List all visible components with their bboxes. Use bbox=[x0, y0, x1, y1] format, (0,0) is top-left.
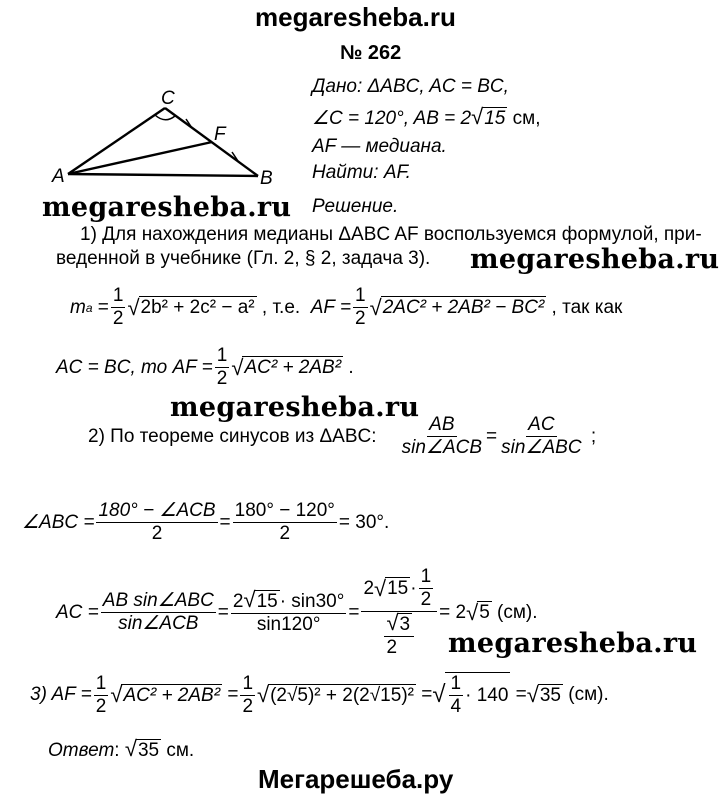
watermark-1: megaresheba.ru bbox=[42, 192, 292, 223]
site-footer: Мегарешеба.ру bbox=[258, 764, 454, 794]
ac-calc: AC = $\frac{\text{AB sin∠ABC}}{\text{sin∠ACB}}$ = $\frac{2√15 \cdot \sin 30^\circ}{\sin 120^\circ}$ = 2 √ 15 · $\frac{1}{2}$ $\frac{√3}{2}$ = 2 √ 5 (см). bbox=[56, 566, 538, 658]
given-line-3: AF — медиана. bbox=[312, 136, 447, 157]
triangle-figure bbox=[40, 88, 320, 198]
angle-c-arc bbox=[155, 115, 175, 120]
point-label-f: F bbox=[214, 124, 226, 145]
step1-line2: веденной в учебнике (Гл. 2, § 2, задача 3). bbox=[56, 248, 431, 269]
solution-label: Решение. bbox=[312, 196, 399, 217]
median-formula: m a = $\frac{1}{2}$ √ 2b² + 2c² − a² , т.е. AF = $\frac{1}{2}$ √ 2AC² + 2AB² − BC² , так как bbox=[70, 285, 623, 329]
step1-line1: 1) Для нахождения медианы ΔABC AF воспользуемся формулой, при- bbox=[80, 224, 702, 245]
watermark-4: megaresheba.ru bbox=[448, 628, 698, 659]
vertex-label-a: A bbox=[52, 166, 65, 187]
watermark-3: megaresheba.ru bbox=[170, 392, 420, 423]
given-line-1: Дано: ΔABC, AC = BC, bbox=[312, 76, 509, 97]
angle-abc-calc: ∠ABC = $\frac{\text{180° − ∠ACB}}{2}$ = $\frac{180^\circ - 120^\circ}{2}$ = 30°. bbox=[22, 500, 390, 544]
problem-number: № 262 bbox=[340, 42, 402, 64]
vertex-label-c: C bbox=[161, 88, 175, 109]
given-line-2: ∠C = 120°, AB = 2√15 см, bbox=[312, 104, 541, 129]
answer-line: Ответ: √35 см. bbox=[48, 736, 195, 761]
find-line: Найти: AF. bbox=[312, 162, 411, 183]
watermark-2: megaresheba.ru bbox=[470, 244, 720, 275]
site-header: megaresheba.ru bbox=[255, 2, 456, 32]
vertex-label-b: B bbox=[260, 168, 273, 189]
af-final-calc: 3) AF = $\frac{1}{2}$ √ AC² + 2AB² = $\frac{1}{2}$ √ (2√5)² + 2(2√15)² = √ $\frac{1}{4}$ · 140 = √ 35 (см). bbox=[30, 672, 609, 717]
median-formula-ac: AC = BC, то AF = $\frac{1}{2}$ √ AC² + 2AB² . bbox=[56, 345, 354, 389]
sine-theorem: 2) По теореме синусов из ΔABC: $\frac{AB}{\text{sin∠ACB}}$ = $\frac{AC}{\text{sin∠ABC}}$ ; bbox=[88, 414, 597, 458]
side-ab bbox=[68, 174, 258, 176]
